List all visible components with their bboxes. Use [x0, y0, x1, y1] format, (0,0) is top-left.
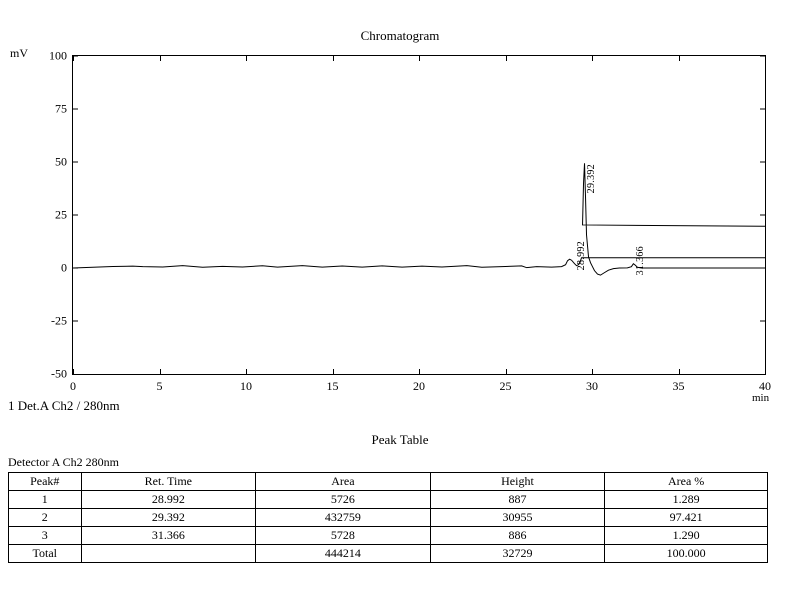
x-tick-label: 40 [759, 379, 771, 393]
y-tick-label: 50 [55, 154, 67, 169]
x-tick-label: 35 [672, 379, 685, 393]
cell-height: 886 [430, 527, 605, 545]
cell-area-pct: 1.289 [605, 491, 768, 509]
cell-total-area-pct: 100.000 [605, 545, 768, 563]
table-row [9, 527, 768, 545]
x-tick-label: 10 [240, 379, 252, 393]
column-header-height: Height [430, 473, 605, 491]
column-header-peak: Peak# [9, 473, 82, 491]
chromatogram-plot [49, 48, 771, 393]
cell-ret-time: 28.992 [81, 491, 256, 509]
peak-label-29392: 29.392 [586, 164, 597, 194]
x-tick-label: 20 [413, 379, 425, 393]
peak-table-detector-label: Detector A Ch2 280nm [8, 455, 119, 469]
table-row [9, 509, 768, 527]
cell-peak: 3 [9, 527, 82, 545]
x-tick-label: 0 [70, 379, 76, 393]
cell-height: 887 [430, 491, 605, 509]
peak-table-title: Peak Table [371, 432, 429, 447]
y-axis-unit-label: mV [10, 46, 28, 60]
x-tick-label: 30 [586, 379, 598, 393]
x-tick-label: 25 [499, 379, 512, 393]
cell-ret-time: 29.392 [81, 509, 256, 527]
cell-total-height: 32729 [430, 545, 605, 563]
peak-table [8, 472, 768, 563]
column-header-area-pct: Area % [605, 473, 768, 491]
cell-area: 5728 [256, 527, 431, 545]
cell-height: 30955 [430, 509, 605, 527]
cell-total-ret-time [81, 545, 256, 563]
table-total-row [9, 545, 768, 563]
y-tick-label: 25 [55, 207, 67, 222]
y-tick-label: 0 [61, 260, 67, 275]
y-tick-label: 75 [55, 101, 67, 116]
peak-label-31366: 31.366 [635, 246, 646, 276]
x-tick-label: 15 [326, 379, 339, 393]
cell-area-pct: 1.290 [605, 527, 768, 545]
y-tick-label: 100 [49, 48, 67, 63]
table-row [9, 491, 768, 509]
peak-label-28992: 28.992 [576, 241, 587, 271]
y-tick-label: -50 [51, 366, 67, 381]
chromatogram-trace [73, 56, 765, 374]
column-header-area: Area [256, 473, 431, 491]
detector-caption: 1 Det.A Ch2 / 280nm [8, 398, 120, 413]
x-axis-unit-label: min [752, 392, 770, 404]
table-header-row [9, 473, 768, 491]
cell-peak: 2 [9, 509, 82, 527]
cell-area: 432759 [256, 509, 431, 527]
cell-area: 5726 [256, 491, 431, 509]
cell-area-pct: 97.421 [605, 509, 768, 527]
cell-peak: 1 [9, 491, 82, 509]
cell-total-area: 444214 [256, 545, 431, 563]
cell-ret-time: 31.366 [81, 527, 256, 545]
column-header-ret-time: Ret. Time [81, 473, 256, 491]
chart-title: Chromatogram [360, 28, 440, 43]
x-tick-label: 5 [156, 379, 163, 393]
cell-total-label: Total [9, 545, 82, 563]
y-tick-label: -25 [51, 313, 67, 328]
